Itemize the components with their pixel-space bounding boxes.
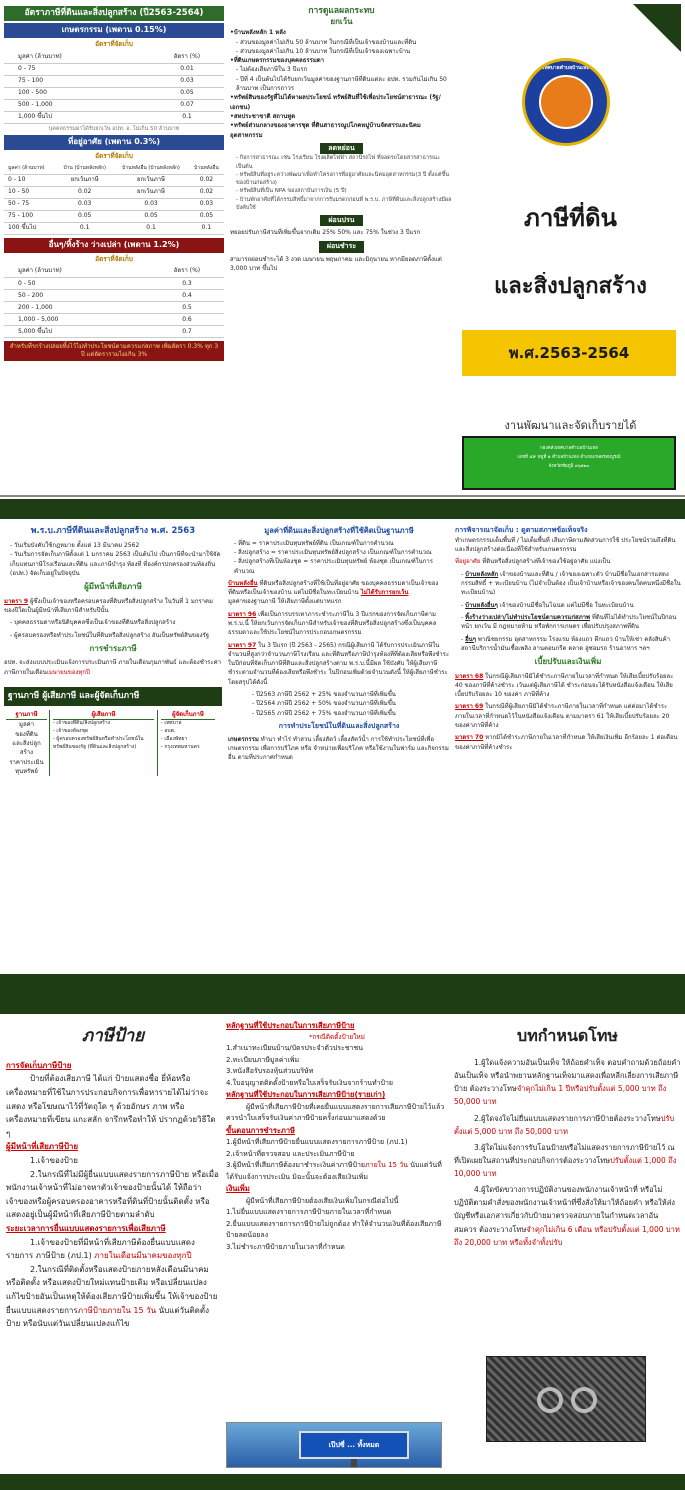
list-item: 3.หนังสือรับรองหุ้นส่วนบริษัท [226,1067,314,1076]
col-head: บ้านหลังอื่น (บ้านหลังหลัก) [113,163,189,175]
table-row [4,87,224,99]
cell: ของที่ดิน [15,730,38,738]
list-item [226,1160,448,1183]
cell: 0.1 [150,111,224,123]
cover-column [460,4,681,494]
cell: 1,000 ขึ้นไป [4,111,150,123]
cell: - เจ้าของห้องชุด [53,728,89,735]
panel-3-top-band [0,996,685,1014]
table-row [4,314,224,326]
exempt-subheading: ยกเว้น [330,17,353,27]
billboard-text: เป๊ปซี่ ... ทั้งหมด [328,1441,380,1449]
term-text: ที่ดินที่ไม่ได้ทำประโยชน์ในปีก่อนหน้า ยกเว้น มี กฎหมายห้าม หรือพักการเกษตร เพื่อปรับปรุงสภาพที่ดิน [461,613,677,631]
item-text: 2.ในกรณีที่ติดตั้งหรือแสดงป้ายภายหลังเดือนมีนาคม หรือติดตั้ง หรือแสดงป้ายใหม่แทนป้ายเดิม หรือเปลี่ยนแปลงแก้ไขป้ายอันเป็นเหตุให้ต้องเสียภาษีป้ายเพิ่มขึ้น ให้เจ้าของป้ายยื่นแบบแสดงรายการ [6,1264,218,1315]
cell: ยกเว้นภาษี [113,175,189,187]
res-bar: ที่อยู่อาศัย (เพดาน 0.3%) [4,135,224,150]
table-row [4,302,224,314]
list-item [6,1236,220,1263]
table-row [4,63,224,75]
new-evidence-sub: *กรณีติดตั้งป้ายใหม่ [309,1033,365,1042]
cover-title-line-2: และสิ่งปลูกสร้าง [494,274,647,299]
rate-tables-column [4,6,224,494]
cell: 0 - 50 [4,278,150,290]
term-label: บ้านหลังอื่น [228,579,258,587]
collection-heading: การจัดเก็บภาษีป้าย [6,1060,72,1070]
contact-line: จังหวัดชัยภูมิ ๓๖๑๒๐ [548,464,590,469]
cell: ราคาประเมิน [9,758,44,766]
item-text: 3.ผู้มีหน้าที่เสียภาษีต้องมาชำระเงินค่าภาษีป้าย [226,1161,366,1170]
payment-deadline: เมษายนของทุกปี [46,668,90,676]
panel-2 [0,519,685,974]
cell: มูลค่า [18,721,34,729]
panel-1 [0,0,685,497]
payment-heading: การชำระภาษี [89,643,137,653]
panel-2-bottom-band [0,974,685,996]
ease-heading: ผ่อนปรน [320,215,362,226]
section-label: มาตรา 70 [455,734,484,742]
reduce-heading: ลดหย่อน [320,143,363,154]
term-label: เกษตรกรรม [228,735,259,743]
agri-bar: เกษตรกรรม (เพดาน 0.15%) [4,23,224,38]
cell: สร้าง [19,749,34,757]
old-evidence-text: ผู้มีหน้าที่เสียภาษีป้ายที่เคยยื่นแบบแสดงรายการเสียภาษีป้ายไว้แล้ว ควรนำใบเสร็จรับเงินค่าภาษีป้ายครั้งก่อนมาแสดงด้วย [226,1102,445,1123]
item-text: นับแต่วันที่ได้รับแจ้งการประเมิน มิฉะนั้นจะต้องเสียเงินเพิ่ม [226,1161,442,1181]
logo-inner [539,75,593,129]
term-text: ที่ดินหรือสิ่งปลูกสร้างที่เจ้าของใช้อยู่อาศัย แบ่งเป็น [480,558,611,566]
panel-2-top-band [0,499,685,519]
penalty-column [454,1020,681,1470]
base-col-2 [50,710,158,776]
list-item: - ปีที่ 4 เป็นต้นไปได้รับยกเว้นมูลค่าของฐานภาษีที่ดินแต่ละ อปท. รวมกันไม่เกิน 50 ล้านบาท เป็นการถาวร [236,75,447,93]
cell: 0.7 [150,326,224,338]
section-text: ผู้ซึ่งเป็นเจ้าของหรือครอบครองที่ดินหรือสิ่งปลูกสร้าง ในวันที่ 1 มกราคม ของปีใดเป็นผู้มีหน้าที่เสียภาษีสำหรับปีนั้น [4,597,214,615]
cell: 100 - 500 [4,87,150,99]
col-head: อัตรา (%) [150,51,224,63]
cover-title-line-1: ภาษีที่ดิน [524,204,617,232]
list-item: 2.ทะเบียนภาษีมูลค่าเพิ่ม [226,1055,300,1064]
cell: 75 - 100 [4,211,56,223]
cell: 5,000 ขึ้นไป [4,326,150,338]
list-item: - บ้านพักอาศัยที่ได้กรรมสิทธิ์มาจากการรับมรดกก่อนที่ พ.ร.บ. ภาษีที่ดินและสิ่งปลูกสร้างมีผลบังคับใช้ [236,196,452,211]
cell: 0.02 [189,187,224,199]
period-heading: ระยะเวลาการยื่นแบบแสดงรายการเพื่อเสียภาษี [6,1224,166,1234]
usage-text [228,735,450,763]
table-row [4,326,224,338]
list-item: •ทรัพย์สินของรัฐที่ไม่ได้หาผลประโยชน์ ทรัพย์สินที่ใช้เพื่อประโยชน์สาธารณะ (รัฐ/เอกชน) [230,94,441,111]
agri-note: บุคคลธรรมดาได้รับยกเว้น อปท. อ. ไม่เกิน 50 ล้านบาท [48,125,180,132]
cover-department: งานพัฒนาและจัดเก็บรายได้ [504,419,637,432]
table-row [4,278,224,290]
panel-3-bottom-band [0,1474,685,1490]
item-deadline: ภาษีป้ายภายใน 15 วัน [77,1305,157,1315]
list-item: - ทรัพย์สินที่เป็น NPA ของสถาบันการเงิน (5 ปี) [236,188,347,195]
cell: 100 ขึ้นไป [4,223,56,235]
list-item: 2.เจ้าหน้าที่ตรวจสอบ และประเมินภาษีป้าย [226,1149,355,1158]
cell: - กรุงเทพมหานคร [161,743,200,750]
other-houses-text: - บ้านหลังอื่นๆ เจ้าของบ้านมีชื่อในโฉนด แต่ไม่มีชื่อ ในทะเบียนบ้าน [461,601,634,609]
cell: 0.02 [189,175,224,187]
col-head: มูลค่า (ล้านบาท) [4,266,150,278]
logo-text: เทศบาลตำบลบ้านเหล่ [542,65,590,71]
cell: 75 - 100 [4,75,150,87]
section-96 [228,610,450,638]
list-item: 4.ใบอนุญาตติดตั้งป้ายหรือใบเสร็จรับเงินจากร้านทำป้าย [226,1078,394,1087]
cell: 0.3 [150,278,224,290]
list-item: •ที่ดินเกษตรกรรมของบุคคลธรรมดา [230,57,325,65]
contact-box [462,436,676,490]
item-text: 4.ผู้ใดขัดขวางการปฏิบัติงานของพนักงานเจ้าหน้าที่ หรือไม่ปฏิบัติตามคำสั่งของพนักงานเจ้าหน้าที่ซึ่งสั่งให้มาให้ถ้อยคำ หรือให้ส่งบัญชีหรือเอกสารเกี่ยวกับป้ายมาตรวจสอบภายในกำหนดเวลาอันสมควร ต้องระวางโทษ [454,1185,675,1234]
panel-3 [0,1014,685,1474]
base-col-head: ผู้เสียภาษี [53,710,154,720]
cell: 0.03 [113,199,189,211]
list-item: - ผู้ครอบครองหรือทำประโยชน์ในที่ดินหรือสิ่งปลูกสร้าง อันเป็นทรัพย์สินของรัฐ [10,631,210,639]
base-col-head: ฐานภาษี [6,710,47,720]
taxpayer-heading: ผู้มีหน้าที่เสียภาษีป้าย [6,1142,79,1152]
col-head: มูลค่า (ล้านบาท) [4,51,150,63]
other-bar: อื่นๆ/ทิ้งร้าง ว่างเปล่า (เพดาน 1.2%) [4,238,224,253]
table-row [4,290,224,302]
col-head: มูลค่า (ล้านบาท) [4,163,56,175]
cell: 0.03 [56,199,113,211]
list-item: •สหประชาชาติ สถานทูต [230,112,296,120]
list-item: - ไม่ต้องเสียภาษีใน 3 ปีแรก [236,66,308,74]
cell: 0 - 10 [4,175,56,187]
contact-line: เลขที่ ๕๙ หมู่ที่ ๑ ตำบลบ้านเหล่ อำเภอเกษตรสมบูรณ์ [517,455,621,460]
list-item: 2.ในกรณีที่ไม่มีผู้ยื่นแบบแสดงรายการภาษีป้าย หรือเมื่อพนักงานเจ้าหน้าที่ไม่อาจหาตัวเจ้าของป้ายนั้นได้ ให้ถือว่าเจ้าของหรือผู้ครอบครองอาคารหรือที่ดินที่ป้ายนั้นติดตั้ง หรือแสดงอยู่เป็นผู้มีหน้าที่เสียภาษีป้ายตามลำดับ [6,1169,219,1220]
cell: 0.05 [189,211,224,223]
value-title: มูลค่าที่ดินและสิ่งปลูกสร้างที่ใช้คิดเป็นฐานภาษี [264,526,414,535]
cell: ยกเว้นภาษี [56,175,113,187]
cover-year: พ.ศ.2563-2564 [462,330,676,376]
col-head: บ้าน (บ้านหลังหลัก) [56,163,113,175]
section-label: มาตรา 96 [228,610,257,618]
ease-text: ทยอยปรับภาษีส่วนที่เพิ่มขึ้นจากเดิม 25% 50% และ 75% ในช่วง 3 ปีแรก [230,229,421,237]
surcharge-heading: เงินเพิ่ม [226,1184,250,1194]
signboard-column [6,1020,220,1470]
item-penalty: ปรับตั้งแต่ 5,000 บาท ถึง 50,000 บาท [454,1113,675,1136]
cell: ทุนทรัพย์ [15,767,38,775]
cell: 0.03 [189,199,224,211]
section-68 [455,672,681,700]
cell: 500 - 1,000 [4,99,150,111]
table-row [4,199,224,211]
item-deadline: ภายในเดือนมีนาคมของทุกปี [91,1251,192,1261]
term-label: ที่อยู่อาศัย [455,558,481,566]
cell: 1,000 - 5,000 [4,314,150,326]
cell: และสิ่งปลูก [12,739,41,747]
value-column [228,525,450,970]
rate-title: อัตราภาษีที่ดินและสิ่งปลูกสร้าง (ปี2563-2564) [4,6,224,21]
penalty-item [454,1112,681,1138]
term-text: เจ้าของบ้านมีชื่อในโฉนด แต่ไม่มีชื่อ ในทะเบียนบ้าน [497,601,634,609]
evidence-column [226,1020,448,1470]
cell: 0.6 [150,314,224,326]
base-col-1 [4,710,50,776]
penalty-title: บทกำหนดโทษ [517,1026,618,1045]
section-text: ในกรณีที่ผู้เสียภาษีมิได้ชำระภาษีภายในเวลาที่กำหนด แต่ต่อมาได้ชำระภายในเวลาที่กำหนดไว้ในหนังสือแจ้งเตือน ตามมาตรา 61 ให้เสียเบี้ยปรับร้อยละ 20 ของค่าภาษีที่ค้าง [455,703,670,729]
cell: 0.05 [113,211,189,223]
cell: - ผู้ครอบครองทรัพย์สินหรือทำประโยชน์ในทรัพย์สินของรัฐ (ที่ดินและสิ่งปลูกสร้าง) [53,735,144,750]
term-text: เจ้าของบ้านและที่ดิน / เจ้าของเฉพาะตัว บ้านมีชื่อในเอกสารแสดงกรรมสิทธิ์ + ทะเบียนบ้าน (ไม่จำเป็นต้อง เป็นเจ้าบ้านหรือเจ้าของคนใดคนหนึ่งมีชื่อในทะเบียนบ้าน) [461,570,681,597]
cell: - เจ้าของที่ดิน/สิ่งปลูกสร้าง [53,720,111,727]
pay-text: สามารถผ่อนชำระได้ 3 งวด เมษายน พฤษภาคม และมิถุนายน หากมียอดภาษีตั้งแต่ 3,000 บาท ขึ้นไป [230,255,442,272]
other-table [4,266,224,339]
list-item: - ส่วนของมูลค่าไม่เกิน 50 ล้านบาท ในกรณีที่เป็นเจ้าของบ้านและที่ดิน [236,38,417,46]
residential-text [455,557,681,566]
term-label: ทิ้งร้างว่างเปล่า/ไม่ทำประโยชน์ตามควรแก่สภาพ [465,613,590,621]
table-row [4,75,224,87]
res-rate-label: อัตราที่จัดเก็บ [95,151,133,160]
handcuffs-image [486,1356,646,1442]
base-col-3 [158,710,218,776]
cell: - อบต. [161,728,176,735]
list-item: 3.ไม่ชำระภาษีป้ายภายในเวลาที่กำหนด [226,1242,345,1251]
steps-heading: ขั้นตอนการชำระภาษี [226,1125,295,1135]
other-note: สำหรับที่รกร้างปล่อยทิ้งไว้ไม่ทำประโยชน์ตามควรแก่สภาพ เพิ่มอัตรา 0.3% ทุก 3 ปี แต่อัตรารวมไม่เกิน 3% [4,341,224,361]
act-intro: - วันเริ่มการจัดเก็บภาษีตั้งแต่ 1 มกราคม 2563 เป็นต้นไป เป็นภาษีที่จะนำมาใช้จัดเก็บแทนภาษีโรงเรือนและที่ดิน และภาษีบำรุง ท้องที่ ที่องค์กรปกครองส่วนท้องถิ่น (อปท.) จัดเก็บอยู่ในปัจจุบัน [10,551,221,578]
list-item: 1.ไม่ยื่นแบบแสดงรายการภาษีป้ายภายในเวลาที่กำหนด [226,1208,392,1217]
cell: 0.1 [113,223,189,235]
agri-table [4,51,224,124]
list-item: 1.ผู้มีหน้าที่เสียภาษีป้ายยื่นแบบแสดงรายการภาษีป้าย (ภป.1) [226,1138,408,1147]
list-item: - กิจการสาธารณะ เช่น โรงเรียน โรงผลิตไฟฟ้า สถานีรถไฟ ที่จอดรถโดยสารสาธารณะ เป็นต้น [236,155,441,170]
section-label: มาตรา 9 [4,597,29,605]
cell: 0.07 [150,99,224,111]
list-item: - ปี2563 ภาษีปี 2562 + 25% ของจำนวนภาษีที่เพิ่มขึ้น [252,691,396,699]
section-text: ใน 3 ปีแรก (ปี 2563 - 2565) กรณีผู้เสียภาษี ได้รับการประเมินภาษีในจำนวนที่สูงกว่าจำนวนภาษีโรงเรือน และที่ดินหรือภาษีบำรุงท้องที่ที่ต้องเสียหรือพึงชำระในปีก่อนที่จัดเก็บภาษีที่ดินและสิ่งปลูกสร้างตาม พ.ร.บ.นี้มีผล ใช้บังคับ ให้ผู้เสียภาษีชำระตามจำนวนที่ต้องเสียหรือพึงชำระ ในปีก่อนเพิ่มด้วยจำนวนดังนี้ ให้ผู้เสียภาษีชำระ โดยสรุปได้ดังนี้ [228,641,450,686]
base-table [4,710,222,776]
penalty-item [454,1056,681,1109]
section-69 [455,702,681,730]
term-label: อื่นๆ [465,635,477,643]
section-70 [455,733,681,752]
base-title: ฐานภาษี ผู้เสียภาษี และผู้จัดเก็บภาษี [4,687,222,706]
list-item: - ปี2565 ภาษีปี 2562 + 75% ของจำนวนภาษีที่เพิ่มขึ้น [252,709,396,717]
cell: 0.02 [56,187,113,199]
other-house-text [228,579,450,607]
term-label: บ้านหลังอื่นๆ [465,601,498,609]
pay-heading: ผ่อนชำระ [319,241,364,252]
table-row [4,175,224,187]
term-text: พาณิชยกรรม อุตสาหกรรม โรงแรม ห้องแถว ตึกแถว บ้านให้เช่า คลังสินค้า สถานีบริการน้ำมันเชื้อเพลิง ลานคอนกรีต ตลาด อู่ซ่อมรถ ร้านอาหาร ฯลฯ [461,635,670,652]
term-text: ที่ดินหรือสิ่งปลูกสร้างที่ใช้เป็นที่อยู่อาศัย ของบุคคลธรรมดาเป็นเจ้าของที่ดินหรือเป็นเจ้าของบ้าน แต่ไม่มีชื่อในทะเบียนบ้าน [228,579,439,597]
item-text: 2.ผู้ใดจงใจไม่ยื่นแบบแสดงรายการภาษีป้ายต้องระวางโทษ [474,1113,661,1123]
cell: 0.1 [56,223,113,235]
act-intro: - วันเริ่มบังคับใช้กฎหมาย ตั้งแต่ 13 มีนาคม 2562 [10,542,140,550]
list-item [6,1263,220,1331]
exemptions-column [230,6,453,492]
list-item: 1.เจ้าของป้าย [30,1156,78,1166]
term-label: บ้านหลังหลัก [465,570,499,578]
list-item: •ทรัพย์ส่วนกลางของอาคารชุด ที่ดินสาธารณูปโภคหมู่บ้านจัดสรรและนิคมอุตสาหกรรม [230,122,421,139]
list-item: - ทรัพย์สินที่อยู่ระหว่างพัฒนาเพื่อทำโครงการที่อยู่อาศัยและนิคมอุตสาหกรรม(3 ปี ตั้งแต่ขึ้นของบ้านก่อสร้าง) [236,171,449,187]
list-item: - สิ่งปลูกสร้างที่เป็นห้องชุด = ราคาประเมินทุนทรัพย์ ห้องชุด เป็นเกณฑ์ในการคำนวณ [234,558,433,575]
section-label: มาตรา 68 [455,672,484,680]
table-row [4,99,224,111]
municipal-logo [522,58,610,146]
list-item: •บ้านหลังหลัก 1 หลัง [230,29,286,37]
cuff-ring-icon [537,1387,563,1413]
signboard-title: ภาษีป้าย [81,1026,145,1046]
base-col-head: ผู้จัดเก็บภาษี [161,710,215,720]
contact-line: กองคลังเทศบาลตำบลบ้านเหล่ [540,446,598,451]
item-penalty: จำคุกไม่เกิน 6 เดือน หรือปรับตั้งแต่ 1,000 บาท ถึง 20,000 บาท หรือทั้งจำทั้งปรับ [454,1224,680,1247]
cell: 0.05 [56,211,113,223]
section-text: เพื่อเป็นการบรรเทาภาระชำระภาษีใน 3 ปีแรกของการจัดเก็บภาษีตาม พ.ร.บ.นี้ ให้ยกเว้นการจัดเก็บภาษีสำหรับเจ้าของที่ดินหรือสิ่งปลูกสร้างซึ่งเป็นบุคคลธรรมดาและใช้ประโยชน์ในการประกอบเกษตรกรรม [228,610,437,637]
billboard-panel [299,1431,409,1459]
cell: 0.03 [150,75,224,87]
table-row [4,223,224,235]
consider-intro: ทำเกษตรกรรมเต็มพื้นที่ / ไม่เต็มพื้นที่ เสียภาษีตามสัดส่วนการใช้ ประโยชน์รวมถึงที่ดินและสิ่งปลูกสร้างต่อเนื่องที่ใช้สำหรับเกษตรกรรม [455,536,676,554]
item-text: 3.ผู้ใดไม่แจ้งการรับโอนป้ายหรือไม่แสดงรายการภาษีป้ายไว้ ณ ที่เปิดเผยในสถานที่ประกอบกิจการต้องระวางโทษ [454,1142,675,1165]
taxpayer-heading: ผู้มีหน้าที่เสียภาษี [84,582,142,592]
cell: 0.1 [189,223,224,235]
section-97 [228,641,450,687]
table-row [4,187,224,199]
vacant-text: - ทิ้งร้างว่างเปล่า/ไม่ทำประโยชน์ตามควรแก่สภาพ ที่ดินที่ไม่ได้ทำประโยชน์ในปีก่อนหน้า ยกเว้น มี กฎหมายห้าม หรือพักการเกษตร เพื่อปรับปรุงสภาพที่ดิน [461,613,677,631]
consider-title: การพิจารณาจัดเก็บ : ดูตามสภาพข้อเท็จจริง [455,526,588,534]
item-penalty: จำคุกไม่เกิน 1 ปีหรือปรับตั้งแต่ 5,000 บาท ถึง 50,000 บาท [454,1084,667,1107]
section-text: ในกรณีผู้เสียภาษีมิได้ชำระภาษีภายในเวลาที่กำหนด ให้เสียเบี้ยปรับร้อยละ 40 ของภาษีที่ค้างชำระ เว้นแต่ผู้เสียภาษีได้ ชำระก่อนจะได้รับหนังสือแจ้งเตือน ให้เสียเบี้ยปรับร้อยละ 10 ของค่า ภาษีที่ค้าง [455,672,674,699]
table-row [4,111,224,123]
section-9 [4,597,222,616]
cell: - เทศบาล [161,720,182,727]
billboard-post [351,1459,357,1468]
usage-heading: การทำประโยชน์ในที่ดินและสิ่งปลูกสร้าง [278,721,400,730]
list-item: - บุคคลธรรมดาหรือนิติบุคคลซึ่งเป็นเจ้าของที่ดินหรือสิ่งปลูกสร้าง [10,619,176,627]
term-text: ทำนา ทำไร่ ทำสวน เลี้ยงสัตว์ เลี้ยงสัตว์น้ำ การใช้ทำประโยชน์ที่เพื่อเกษตรกรรม เพื่อการบริโภค หรือ จำหน่ายเพื่อบริโภค หรือใช้งานในฟาร์ม และกิจกรรมอื่น ตามที่ประกาศกำหนด [228,735,449,762]
col-head: บ้านหลังอื่น [189,163,224,175]
section-text: หากมิได้ชำระภาษีภายในเวลาที่กำหนด ให้เสียเงินเพิ่ม อีกร้อยละ 1 ต่อเดือน ของค่าภาษีที่ค้างชำระ [455,734,678,751]
other-rate-label: อัตราที่จัดเก็บ [95,254,133,263]
cell: 50 - 75 [4,199,56,211]
cell: ยกเว้นภาษี [113,187,189,199]
cell: - เมืองพัทยา [161,735,188,742]
list-item: - ปี2564 ภาษีปี 2562 + 50% ของจำนวนภาษีที่เพิ่มขึ้น [252,700,396,708]
list-item: - ที่ดิน = ราคาประเมินทุนทรัพย์ที่ดิน เป็นเกณฑ์ในการคำนวณ [234,539,394,547]
cell: 0.5 [150,302,224,314]
item-penalty: ปรับตั้งแต่ 1,000 ถึง 10,000 บาท [454,1155,677,1178]
act-title: พ.ร.บ.ภาษีที่ดินและสิ่งปลูกสร้าง พ.ศ. 2563 [30,526,196,536]
penalty-item [454,1141,681,1180]
list-item: - ส่วนของมูลค่าไม่เกิน 10 ล้านบาท ในกรณีที่เป็นเจ้าของเฉพาะบ้าน [236,47,411,55]
item-text: 1.ผู้ใดแจ้งความอันเป็นเท็จ ให้ถ้อยคำเท็จ ตอบคำถามด้วยถ้อยคำอันเป็นเท็จ หรือนำพยานหลักฐานเท็จมาแสดงเพื่อหลีกเลี่ยงการเสียภาษีป้าย ต้องระวางโทษ [454,1058,681,1094]
payment-body: อปท. จะส่งแบบประเมินแจ้งการประเมินภาษี ภายในเดือนกุมภาพันธ์ และต้องชำระค่าภาษีภายในเดือน [4,659,221,676]
penalty-item [454,1183,681,1249]
corner-triangle [633,4,681,52]
list-item: - สิ่งปลูกสร้าง = ราคาประเมินทุนทรัพย์สิ่งปลูกสร้าง เป็นเกณฑ์ในการคำนวณ [234,548,432,556]
penalty-heading: เบี้ยปรับและเงินเพิ่ม [534,657,602,667]
cell: 50 - 200 [4,290,150,302]
payment-text [4,658,222,677]
agri-rate-label: อัตราที่จัดเก็บ [95,40,133,49]
cell: 0.05 [150,87,224,99]
list-item: 1.สำเนาทะเบียนบ้าน/บัตรประจำตัวประชาชน [226,1044,364,1053]
term-text: มูลค่าของฐานภาษี ให้เสียภาษีตั้งแต่บาทแรก [228,598,342,606]
reduce-list [230,154,453,212]
cell: 0.4 [150,290,224,302]
act-column [4,525,222,970]
res-table [4,163,224,236]
section-label: มาตรา 97 [228,641,257,649]
col-head: อัตรา (%) [150,266,224,278]
list-item: 2.ยื่นแบบแสดงรายการภาษีป้ายไม่ถูกต้อง ทำให้จำนวนเงินที่ต้องเสียภาษีป้ายลดน้อยลง [226,1219,442,1240]
others-text: - อื่นๆ พาณิชยกรรม อุตสาหกรรม โรงแรม ห้องแถว ตึกแถว บ้านให้เช่า คลังสินค้า สถานีบริการน้ำมันเชื้อเพลิง ลานคอนกรีต ตลาด อู่ซ่อมรถ ร้านอาหาร ฯลฯ [461,635,670,652]
term-emphasis: ไม่ได้รับการยกเว้น [360,589,409,597]
item-text: นับแต่วันติดตั้งป้าย หรือนับแต่วันเปลี่ยนแปลงแก้ไข [6,1305,209,1329]
surcharge-text: ผู้มีหน้าที่เสียภาษีป้ายต้องเสียเงินเพิ่มในกรณีต่อไปนี้ [246,1196,399,1205]
billboard-image [226,1422,442,1468]
main-house-text: - บ้านหลังหลัก เจ้าของบ้านและที่ดิน / เจ้าของเฉพาะตัว บ้านมีชื่อในเอกสารแสดงกรรมสิทธิ์ + ทะเบียนบ้าน (ไม่จำเป็นต้อง เป็นเจ้าบ้านหรือเจ้าของคนใดคนหนึ่งมีชื่อในทะเบียนบ้าน) [461,570,681,597]
old-evidence-heading: หลักฐานที่ใช้ประกอบในการเสียภาษีป้าย(รายเก่า) [226,1090,386,1100]
collection-text: ป้ายที่ต้องเสียภาษี ได้แก่ ป้ายแสดงชื่อ ยี่ห้อหรือเครื่องหมายที่ใช้ในการประกอบกิจการเพื่อหารายได้ไม่ว่าจะแสดง หรือโฆษณาไว้ที่วัตถุใด ๆ ด้วยอักษร ภาพ หรือเครื่องหมายที่เขียน แกะสลัก จารึกหรือทำให้ ปรากฏด้วยวิธีใด ๆ [6,1074,216,1138]
exempt-heading: การดูแลผลกระทบ [308,6,375,16]
cuff-ring-icon [571,1387,597,1413]
cell: 200 - 1,000 [4,302,150,314]
cell: 0.01 [150,63,224,75]
exempt-list [230,28,453,140]
cell: 0 - 75 [4,63,150,75]
cell: 10 - 50 [4,187,56,199]
consider-column [455,525,681,970]
new-evidence-heading: หลักฐานที่ใช้ประกอบในการเสียภาษีป้าย [226,1021,355,1030]
item-deadline: ภายใน 15 วัน [365,1161,408,1170]
item-text: 1.เจ้าของป้ายที่มีหน้าที่เสียภาษีต้องยื่นแบบแสดงรายการ ภาษีป้าย (ภป.1) [6,1237,195,1261]
section-label: มาตรา 69 [455,703,484,711]
table-row [4,211,224,223]
